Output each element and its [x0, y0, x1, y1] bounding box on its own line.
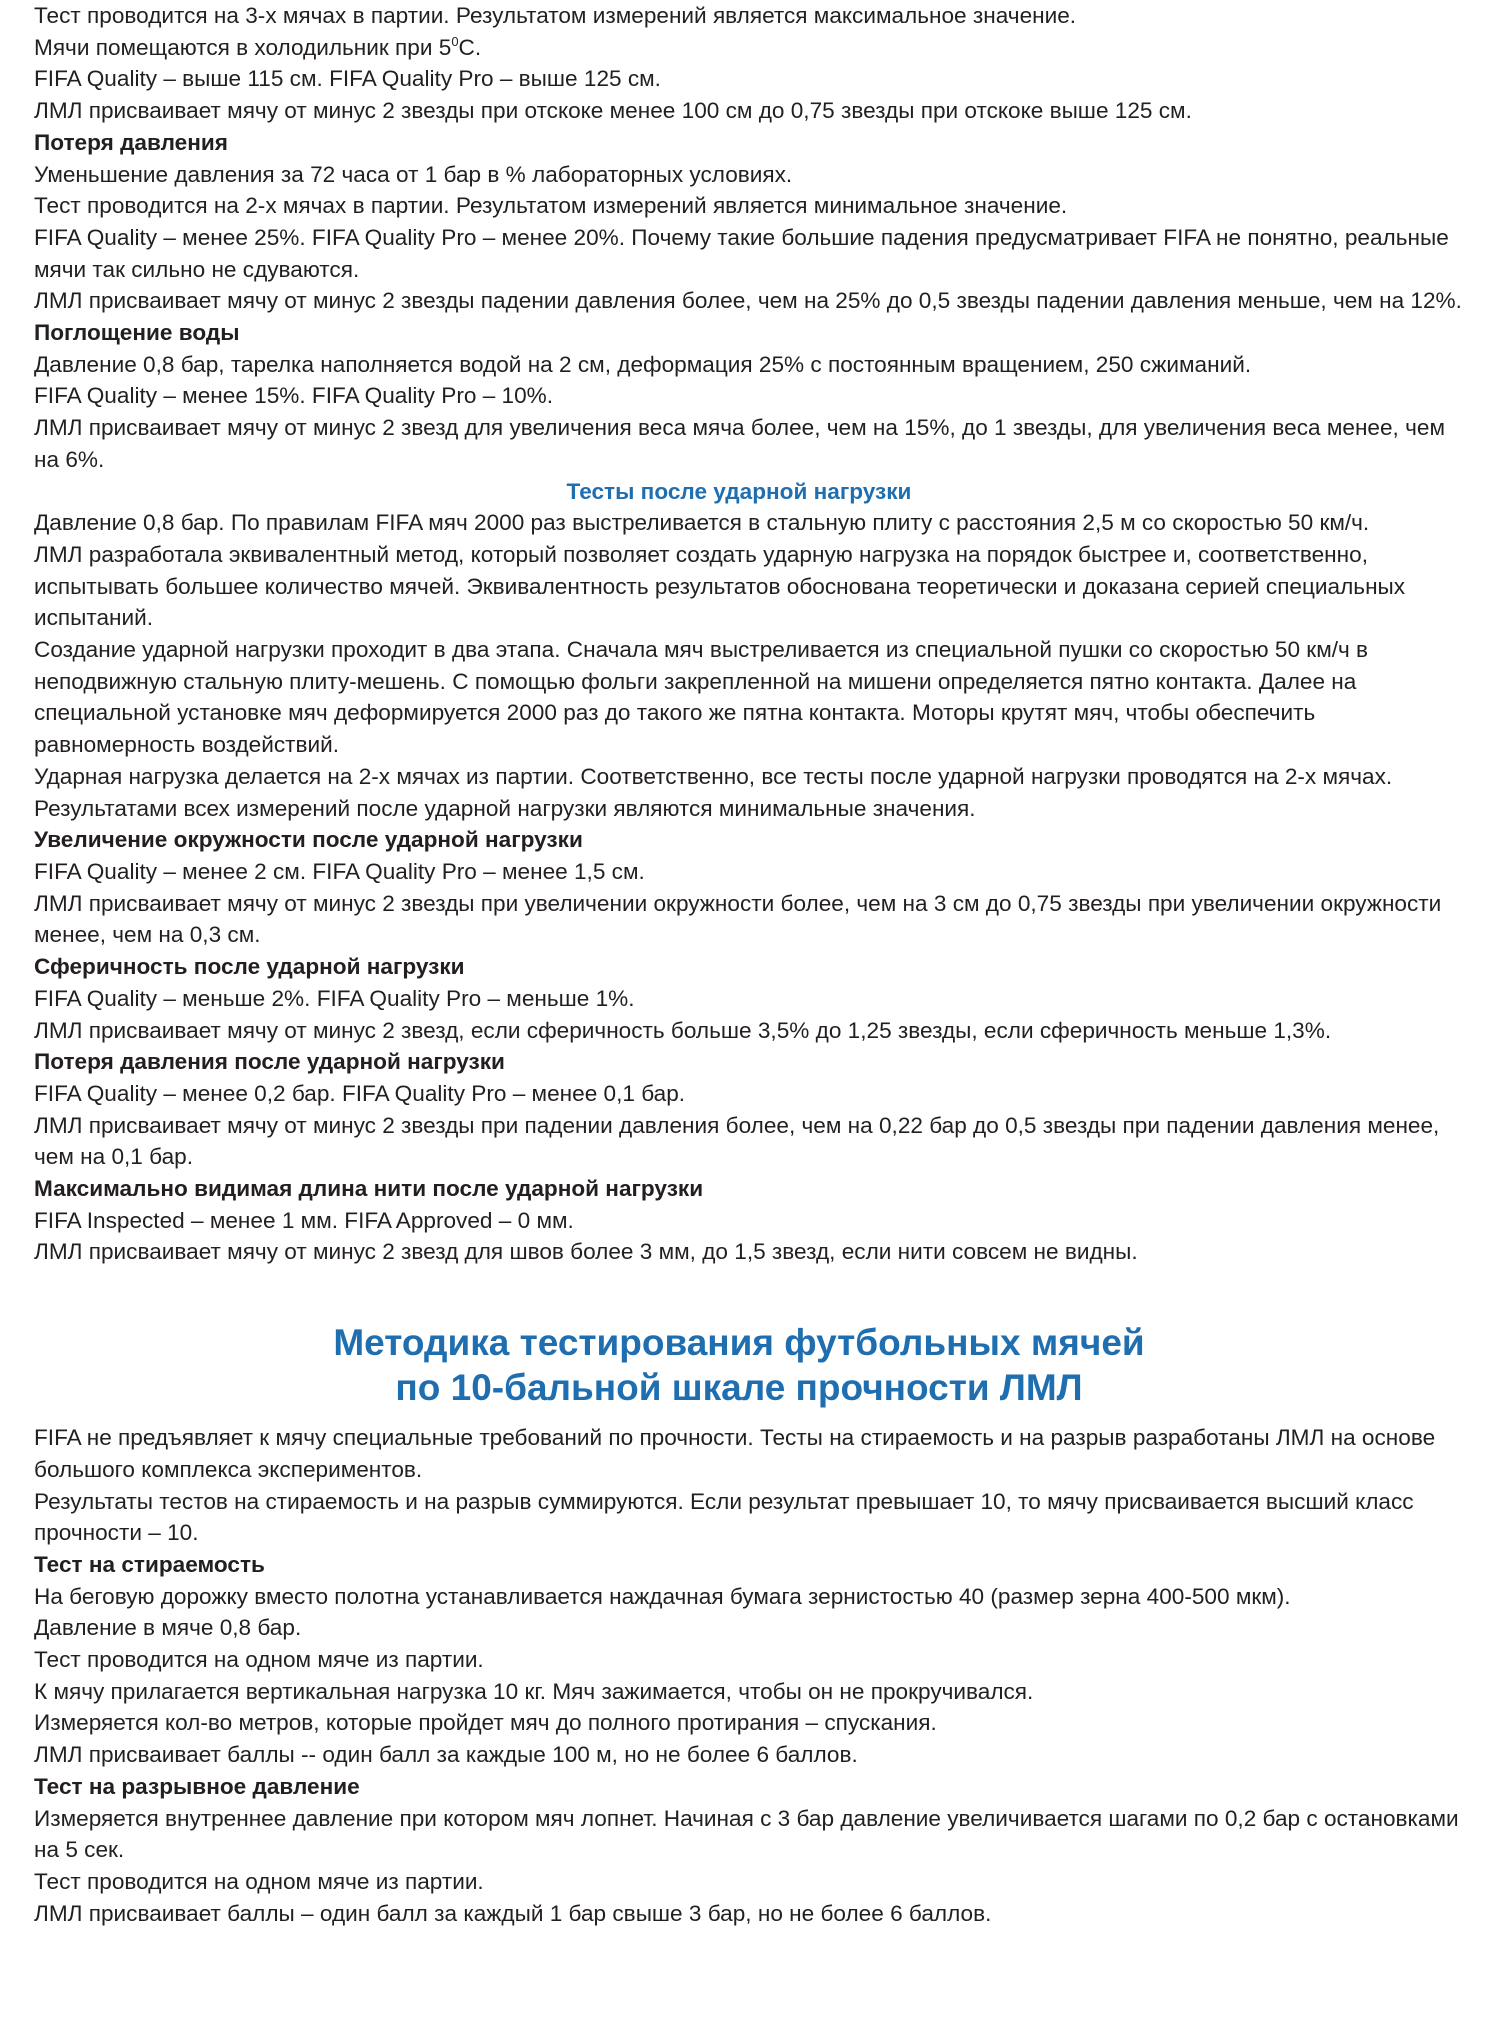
- section-heading: Сферичность после ударной нагрузки: [34, 954, 465, 980]
- document-page: [34, 0, 1474, 1929]
- paragraph: Тест проводится на одном мяче из партии.: [34, 1647, 484, 1673]
- paragraph: [34, 32, 1474, 64]
- paragraph: ЛМЛ разработала эквивалентный метод, который позволяет создать ударную нагрузка на порядок быстрее и, соответственно, испытывать большее количество мячей. Эквивалентность результатов обоснована теоретически и доказана серией специальных испытаний.: [34, 541, 1406, 631]
- paragraph: ЛМЛ присваивает баллы – один балл за каждый 1 бар свыше 3 бар, но не более 6 баллов.: [34, 1900, 992, 1926]
- paragraph: FIFA не предъявляет к мячу специальные требований по прочности. Тесты на стираемость и на разрыв разработаны ЛМЛ на основе большого комплекса экспериментов.: [34, 1425, 1436, 1482]
- text-span: Мячи помещаются в холодильник при 5: [34, 34, 452, 60]
- paragraph: FIFA Quality – меньше 2%. FIFA Quality Pro – меньше 1%.: [34, 985, 635, 1011]
- section-heading: Тест на разрывное давление: [34, 1773, 360, 1799]
- paragraph: ЛМЛ присваивает мячу от минус 2 звезды при отскоке менее 100 см до 0,75 звезды при отскоке выше 125 см.: [34, 98, 1192, 124]
- paragraph: Создание ударной нагрузки проходит в два этапа. Сначала мяч выстреливается из специальной пушки со скоростью 50 км/ч в неподвижную стальную плиту-мешень. С помощью фольги закрепленной на мишени определяется пятно контакта. Далее на специальной установке мяч деформируется 2000 раз до такого же пятна контакта. Моторы крутят мяч, чтобы обеспечить равномерность воздействий.: [34, 637, 1369, 758]
- paragraph: Тест проводится на одном мяче из партии.: [34, 1868, 484, 1894]
- paragraph: ЛМЛ присваивает мячу от минус 2 звезд, если сферичность больше 3,5% до 1,25 звезды, если сферичность меньше 1,3%.: [34, 1017, 1332, 1043]
- paragraph: ЛМЛ присваивает мячу от минус 2 звезд для швов более 3 мм, до 1,5 звезд, если нити совсем не видны.: [34, 1239, 1138, 1265]
- paragraph: Результаты тестов на стираемость и на разрыв суммируются. Если результат превышает 10, то мячу присваивается высший класс прочности – 10.: [34, 1488, 1414, 1546]
- paragraph: ЛМЛ присваивает мячу от минус 2 звезды падении давления более, чем на 25% до 0,5 звезды падении давления меньше, чем на 12%.: [34, 288, 1462, 314]
- paragraph: FIFA Quality – выше 115 см. FIFA Quality Pro – выше 125 см.: [34, 66, 661, 92]
- page-title-line: Методика тестирования футбольных мячей: [333, 1322, 1145, 1364]
- paragraph: Давление 0,8 бар, тарелка наполняется водой на 2 см, деформация 25% с постоянным вращением, 250 сжиманий.: [34, 351, 1252, 377]
- paragraph: ЛМЛ присваивает баллы -- один балл за каждые 100 м, но не более 6 баллов.: [34, 1742, 858, 1768]
- paragraph: FIFA Quality – менее 2 см. FIFA Quality Pro – менее 1,5 см.: [34, 858, 645, 884]
- section-heading: Увеличение окружности после ударной нагрузки: [34, 827, 583, 853]
- page-title: [34, 1320, 1474, 1410]
- page-title-line: по 10-бальной шкале прочности ЛМЛ: [395, 1367, 1083, 1409]
- section-heading: Потеря давления после ударной нагрузки: [34, 1049, 505, 1075]
- text-span: С.: [458, 34, 482, 60]
- section-heading: Потеря давления: [34, 129, 228, 155]
- paragraph: Давление 0,8 бар. По правилам FIFA мяч 2000 раз выстреливается в стальную плиту с расстояния 2,5 м со скоростью 50 км/ч.: [34, 510, 1370, 536]
- paragraph: FIFA Quality – менее 0,2 бар. FIFA Quality Pro – менее 0,1 бар.: [34, 1080, 686, 1106]
- paragraph: К мячу прилагается вертикальная нагрузка 10 кг. Мяч зажимается, чтобы он не прокручивался.: [34, 1678, 1034, 1704]
- paragraph: ЛМЛ присваивает мячу от минус 2 звезды при увеличении окружности более, чем на 3 см до 0,75 звезды при увеличении окружности менее, чем на 0,3 см.: [34, 890, 1442, 948]
- paragraph: Тест проводится на 2-х мячах в партии. Результатом измерений является минимальное значение.: [34, 193, 1068, 219]
- paragraph: FIFA Quality – менее 25%. FIFA Quality Pro – менее 20%. Почему такие большие падения предусматривает FIFA не понятно, реальные мячи так сильно не сдуваются.: [34, 224, 1449, 282]
- section-heading: Максимально видимая длина нити после ударной нагрузки: [34, 1176, 704, 1202]
- paragraph: FIFA Inspected – менее 1 мм. FIFA Approved – 0 мм.: [34, 1207, 574, 1233]
- paragraph: Измеряется кол-во метров, которые пройдет мяч до полного протирания – спускания.: [34, 1710, 937, 1736]
- paragraph: ЛМЛ присваивает мячу от минус 2 звезд для увеличения веса мяча более, чем на 15%, до 1 звезды, для увеличения веса менее, чем на 6%.: [34, 415, 1445, 472]
- superscript: 0: [451, 33, 459, 49]
- paragraph: Уменьшение давления за 72 часа от 1 бар в % лабораторных условиях.: [34, 161, 793, 187]
- paragraph: На беговую дорожку вместо полотна устанавливается наждачная бумага зернистостью 40 (размер зерна 400-500 мкм).: [34, 1583, 1291, 1609]
- section-heading: Поглощение воды: [34, 320, 240, 346]
- paragraph: Тест проводится на 3-х мячах в партии. Результатом измерений является максимальное значение.: [34, 3, 1077, 28]
- section-heading: Тест на стираемость: [34, 1551, 265, 1577]
- subsection-title: Тесты после ударной нагрузки: [566, 478, 912, 504]
- paragraph: Давление в мяче 0,8 бар.: [34, 1615, 302, 1641]
- paragraph: ЛМЛ присваивает мячу от минус 2 звезды при падении давления более, чем на 0,22 бар до 0,5 звезды при падении давления менее, чем на 0,1 бар.: [34, 1112, 1440, 1170]
- paragraph: Ударная нагрузка делается на 2-х мячах из партии. Соответственно, все тесты после ударной нагрузки проводятся на 2-х мячах. Результатами всех измерений после ударной нагрузки являются минимальные значения.: [34, 763, 1393, 821]
- paragraph: Измеряется внутреннее давление при котором мяч лопнет. Начиная с 3 бар давление увеличивается шагами по 0,2 бар с остановками на 5 сек.: [34, 1805, 1459, 1863]
- paragraph: FIFA Quality – менее 15%. FIFA Quality Pro – 10%.: [34, 383, 554, 409]
